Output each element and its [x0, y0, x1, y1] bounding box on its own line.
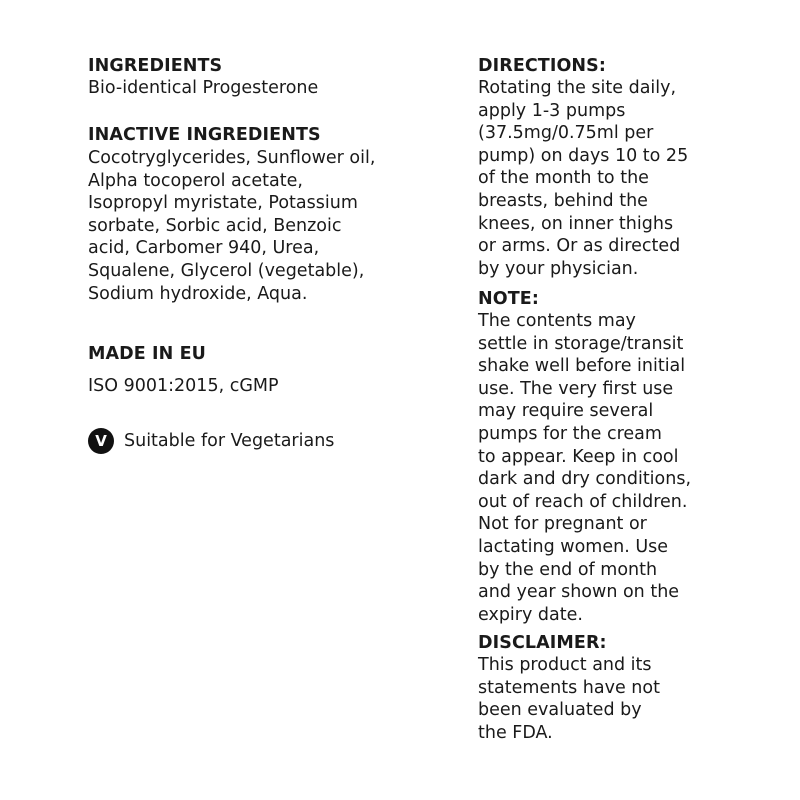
note-text	[478, 310, 778, 626]
text-line: settle in storage/transit	[478, 333, 684, 354]
certification-text: ISO 9001:2015, cGMP	[88, 376, 279, 396]
text-line: use. The very first use	[478, 378, 674, 399]
text-line: Cocotryglycerides, Sunflower oil,	[88, 148, 376, 168]
directions-text	[478, 77, 778, 280]
text-line: acid, Carbomer 940, Urea,	[88, 238, 320, 259]
text-line: The contents may	[478, 311, 636, 331]
text-line: apply 1-3 pumps	[478, 100, 626, 121]
text-line: This product and its	[478, 655, 652, 675]
text-line: Not for pregnant or	[478, 514, 647, 535]
made-in-eu-heading: MADE IN EU	[88, 344, 206, 364]
text-line: dark and dry conditions,	[478, 469, 692, 490]
text-line: or arms. Or as directed	[478, 236, 681, 257]
text-line: and year shown on the	[478, 582, 680, 603]
inactive-ingredients-text	[88, 147, 438, 305]
text-line: Isopropyl myristate, Potassium	[88, 193, 358, 214]
vegetarian-badge-icon: V	[88, 428, 114, 454]
ingredients-heading: INGREDIENTS	[88, 56, 223, 76]
text-line: to appear. Keep in cool	[478, 446, 679, 467]
directions-heading: DIRECTIONS:	[478, 56, 606, 76]
text-line: Rotating the site daily,	[478, 78, 677, 98]
vegetarian-label-row	[88, 428, 438, 454]
text-line: shake well before initial	[478, 356, 686, 377]
text-line: knees, on inner thighs	[478, 213, 674, 234]
text-line: of the month to the	[478, 168, 649, 189]
text-line: (37.5mg/0.75ml per	[478, 123, 654, 144]
text-line: been evaluated by	[478, 700, 642, 721]
text-line: Squalene, Glycerol (vegetable),	[88, 260, 365, 281]
text-line: Alpha tocoperol acetate,	[88, 170, 303, 191]
text-line: by your physician.	[478, 258, 639, 279]
disclaimer-text	[478, 654, 778, 744]
note-heading: NOTE:	[478, 289, 539, 309]
disclaimer-heading: DISCLAIMER:	[478, 633, 607, 653]
text-line: pump) on days 10 to 25	[478, 145, 689, 166]
text-line: pumps for the cream	[478, 423, 662, 444]
text-line: by the end of month	[478, 559, 658, 580]
text-line: statements have not	[478, 677, 660, 698]
text-line: breasts, behind the	[478, 190, 648, 211]
text-line: expiry date.	[478, 604, 583, 625]
ingredients-text: Bio-identical Progesterone	[88, 78, 319, 98]
inactive-ingredients-heading: INACTIVE INGREDIENTS	[88, 125, 321, 145]
text-line: the FDA.	[478, 722, 553, 743]
text-line: Sodium hydroxide, Aqua.	[88, 283, 308, 304]
text-line: lactating women. Use	[478, 536, 669, 557]
text-line: sorbate, Sorbic acid, Benzoic	[88, 215, 342, 236]
text-line: may require several	[478, 401, 654, 422]
vegetarian-label: Suitable for Vegetarians	[124, 430, 335, 451]
text-line: out of reach of children.	[478, 491, 688, 512]
